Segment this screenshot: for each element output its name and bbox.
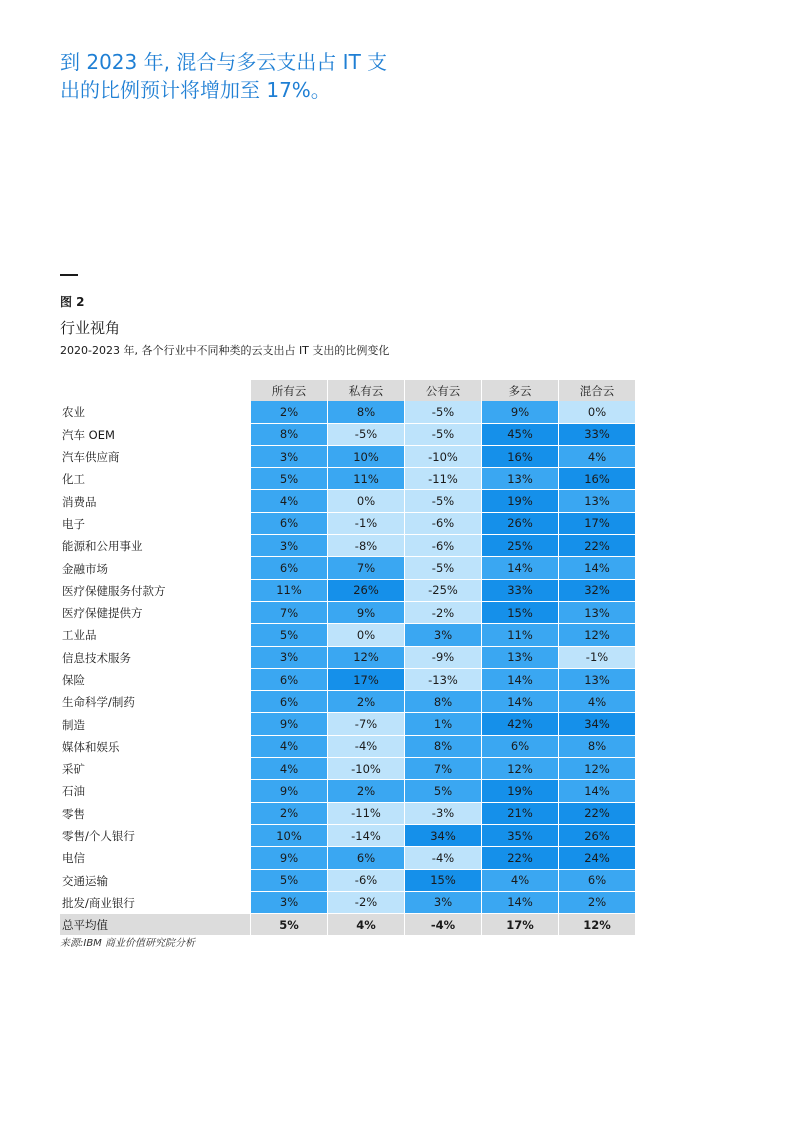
table-cell: 22% [481,847,558,869]
row-label: 汽车供应商 [62,450,120,465]
table-cell: -10% [404,446,481,468]
table-cell: 17% [558,513,635,535]
table-row [60,446,635,468]
headline-line-2: 出的比例预计将增加至 17%。 [60,78,331,102]
average-cell: -4% [404,914,481,935]
table-row [60,624,635,646]
row-label: 金融市场 [62,561,108,576]
table-cell: 12% [481,758,558,780]
table-cell: 9% [250,780,327,802]
table-cell: 12% [327,647,404,669]
table-cell: 17% [327,669,404,691]
table-cell: 4% [250,490,327,512]
table-cell: 4% [558,446,635,468]
table-cell: 26% [327,580,404,602]
table-cell: -1% [327,513,404,535]
table-cell: 35% [481,825,558,847]
table-cell: 5% [250,870,327,892]
table-cell: 6% [250,691,327,713]
section-divider [60,274,78,276]
headline [60,48,440,104]
table-cell: -3% [404,803,481,825]
row-label: 医疗保健服务付款方 [62,583,166,598]
table-cell: 14% [558,557,635,579]
table-cell: -6% [327,870,404,892]
column-header: 混合云 [558,380,635,401]
table-cell: 33% [558,424,635,446]
table-cell: 2% [250,401,327,423]
table-row [60,892,635,914]
table-cell: 12% [558,624,635,646]
table-cell: 7% [404,758,481,780]
table-cell: 9% [327,602,404,624]
table-cell: 14% [481,691,558,713]
table-cell: -14% [327,825,404,847]
table-cell: 0% [558,401,635,423]
table-cell: 10% [250,825,327,847]
figure-subtitle: 2020-2023 年, 各个行业中不同种类的云支出占 IT 支出的比例变化 [60,344,390,357]
table-cell: 16% [481,446,558,468]
table-row [60,401,635,423]
table-cell: 8% [404,691,481,713]
table-cell: 10% [327,446,404,468]
average-cell: 5% [250,914,327,935]
table-row [60,713,635,735]
table-cell: 9% [250,847,327,869]
table-cell: 22% [558,803,635,825]
table-cell: -5% [404,401,481,423]
table-cell: 13% [481,647,558,669]
table-cell: 6% [250,669,327,691]
column-header: 私有云 [327,380,404,401]
table-cell: 26% [558,825,635,847]
table-row [60,847,635,869]
table-cell: 6% [250,513,327,535]
table-row [60,669,635,691]
table-cell: 21% [481,803,558,825]
row-label: 交通运输 [62,873,108,888]
table-cell: 8% [327,401,404,423]
table-cell: 19% [481,780,558,802]
table-cell: 14% [481,892,558,914]
row-label: 石油 [62,784,85,799]
table-cell: -6% [404,513,481,535]
table-cell: 6% [558,870,635,892]
table-cell: -13% [404,669,481,691]
table-cell: 34% [404,825,481,847]
table-cell: 19% [481,490,558,512]
table-cell: 4% [558,691,635,713]
table-row [60,825,635,847]
table-cell: -7% [327,713,404,735]
table-row [60,513,635,535]
table-cell: -6% [404,535,481,557]
row-label: 医疗保健提供方 [62,606,143,621]
average-cell: 12% [558,914,635,935]
table-cell: -2% [327,892,404,914]
table-cell: 2% [250,803,327,825]
table-cell: 4% [481,870,558,892]
table-cell: -11% [327,803,404,825]
row-label: 采矿 [62,762,85,777]
table-cell: -5% [404,424,481,446]
table-cell: 14% [558,780,635,802]
row-label: 化工 [62,472,85,487]
row-label: 汽车 OEM [62,427,115,442]
table-row [60,602,635,624]
table-cell: -11% [404,468,481,490]
table-row [60,736,635,758]
table-cell: 7% [327,557,404,579]
row-label: 信息技术服务 [62,650,131,665]
table-cell: 13% [558,669,635,691]
table-cell: 8% [250,424,327,446]
table-cell: 1% [404,713,481,735]
table-cell: 3% [250,647,327,669]
row-label: 电信 [62,851,85,866]
table-cell: 5% [250,468,327,490]
table-cell: 13% [558,490,635,512]
table-cell: 2% [558,892,635,914]
table-cell: 8% [558,736,635,758]
table-row [60,424,635,446]
row-label: 工业品 [62,628,97,643]
table-cell: 11% [250,580,327,602]
table-cell: 33% [481,580,558,602]
row-label: 农业 [62,405,85,420]
industry-cloud-spend-table [60,380,635,935]
table-cell: 11% [481,624,558,646]
table-cell: 3% [250,535,327,557]
table-body [60,401,635,935]
figure-label: 图 2 [60,295,85,309]
headline-line-1: 到 2023 年, 混合与多云支出占 IT 支 [60,50,388,74]
table-cell: 9% [481,401,558,423]
table-row [60,803,635,825]
table-cell: 3% [250,446,327,468]
table-cell: 15% [404,870,481,892]
column-header: 多云 [481,380,558,401]
table-cell: -1% [558,647,635,669]
table-cell: -5% [327,424,404,446]
table-cell: 14% [481,669,558,691]
table-cell: 4% [250,758,327,780]
table-cell: 26% [481,513,558,535]
table-row [60,535,635,557]
table-cell: -4% [404,847,481,869]
table-cell: -2% [404,602,481,624]
table-cell: 13% [481,468,558,490]
average-row [60,914,635,935]
row-label: 消费品 [62,494,97,509]
table-row [60,468,635,490]
table-cell: -9% [404,647,481,669]
table-cell: 7% [250,602,327,624]
table-cell: 0% [327,624,404,646]
table-cell: 2% [327,780,404,802]
table-cell: 34% [558,713,635,735]
table-cell: 3% [250,892,327,914]
column-header: 公有云 [404,380,481,401]
table-row [60,870,635,892]
table-cell: 8% [404,736,481,758]
table-row [60,490,635,512]
average-row-label: 总平均值 [60,914,250,935]
table-row [60,580,635,602]
table-cell: 32% [558,580,635,602]
table-row [60,647,635,669]
table-cell: -25% [404,580,481,602]
table-cell: -5% [404,490,481,512]
row-label: 制造 [62,717,85,732]
table-cell: 3% [404,624,481,646]
table-cell: -4% [327,736,404,758]
average-cell: 17% [481,914,558,935]
table-cell: -5% [404,557,481,579]
row-label: 保险 [62,673,85,687]
table-cell: 13% [558,602,635,624]
table-cell: 5% [404,780,481,802]
table-cell: 6% [327,847,404,869]
table-cell: 24% [558,847,635,869]
average-cell: 4% [327,914,404,935]
row-label: 零售/个人银行 [62,829,135,844]
row-label: 媒体和娱乐 [62,739,120,754]
table-cell: 9% [250,713,327,735]
column-header: 所有云 [250,380,327,401]
table-cell: -10% [327,758,404,780]
table-cell: 6% [481,736,558,758]
table-row [60,557,635,579]
table-cell: 45% [481,424,558,446]
table-cell: 4% [250,736,327,758]
table-corner [60,380,250,401]
table-row [60,758,635,780]
row-label: 批发/商业银行 [62,895,135,910]
source-note: 来源:IBM 商业价值研究院分析 [60,938,195,949]
table-cell: 3% [404,892,481,914]
row-label: 生命科学/制药 [62,695,135,710]
row-label: 零售 [62,806,85,821]
row-label: 能源和公用事业 [62,539,143,554]
table-row [60,780,635,802]
table-cell: 0% [327,490,404,512]
row-label: 电子 [62,516,85,531]
table-header-row [60,380,635,401]
table-cell: 6% [250,557,327,579]
table-cell: 25% [481,535,558,557]
table-cell: 12% [558,758,635,780]
table-cell: 22% [558,535,635,557]
table-cell: 42% [481,713,558,735]
table-cell: 11% [327,468,404,490]
table-cell: 2% [327,691,404,713]
table-cell: -8% [327,535,404,557]
table-row [60,691,635,713]
figure-title: 行业视角 [60,319,121,337]
table-cell: 14% [481,557,558,579]
table-cell: 5% [250,624,327,646]
table-cell: 16% [558,468,635,490]
table-cell: 15% [481,602,558,624]
